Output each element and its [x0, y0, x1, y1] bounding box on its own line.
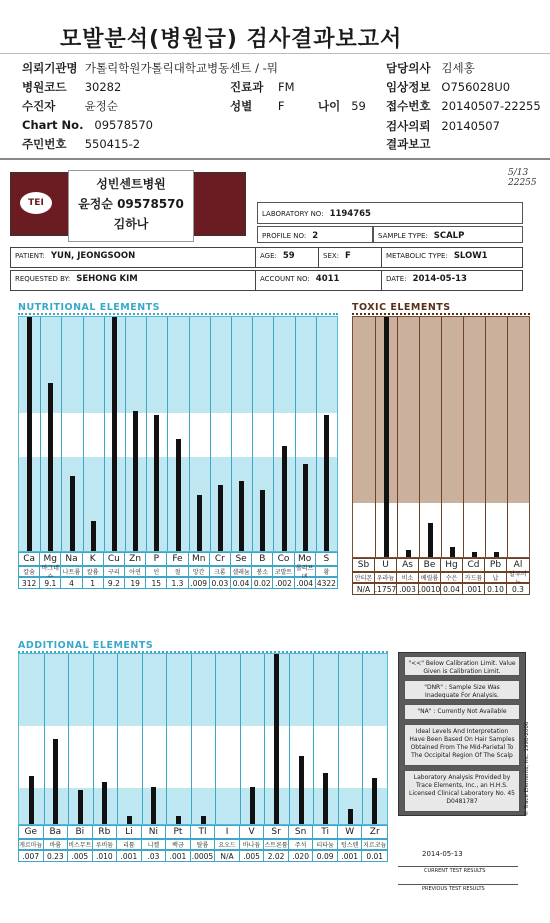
korean-label-mn: 망간: [189, 567, 210, 576]
korean-label-as: 비소: [397, 573, 419, 582]
column-divider: [40, 317, 41, 551]
value-k: 1: [83, 578, 104, 588]
korean-label-be: 베릴륨: [419, 573, 441, 582]
footer-date: 2014-05-13: [422, 850, 463, 858]
value-sb: N/A: [353, 584, 375, 594]
value-pt: .001: [166, 851, 191, 861]
symbol-se: Se: [231, 553, 252, 565]
column-divider: [93, 654, 94, 824]
field-label: 주민번호: [22, 137, 67, 151]
column-divider: [313, 654, 314, 824]
metabolic-cell: [382, 248, 524, 267]
symbol-mg: Mg: [40, 553, 61, 565]
korean-label-k: 칼륨: [83, 567, 104, 576]
bar-hg: [450, 547, 455, 557]
value-na: 4: [61, 578, 82, 588]
korean-label-zn: 아연: [125, 567, 146, 576]
sticker-patient: 윤정순 09578570: [78, 197, 184, 211]
korean-label-se: 셀레늄: [231, 567, 252, 576]
sex-value: F: [345, 251, 351, 261]
bar-se: [239, 481, 244, 551]
field-receipt-no: [386, 98, 541, 114]
bar-cu: [112, 317, 117, 551]
nutritional-chart: [18, 316, 338, 552]
bar-k: [91, 521, 96, 551]
toxic-values: [352, 583, 530, 595]
note-na: "NA" : Currently Not Available: [404, 704, 520, 720]
korean-label-tl: 탈륨: [191, 840, 216, 849]
patient-value: YUN, JEONGSOON: [50, 251, 136, 261]
field-value: 59: [351, 99, 366, 113]
bar-co: [282, 446, 287, 551]
column-divider: [338, 654, 339, 824]
divider: [398, 866, 518, 867]
sticker-hospital: 성빈센트병원: [96, 177, 166, 191]
date-label: DATE:: [386, 275, 407, 283]
field-label: 병원코드: [22, 80, 67, 94]
age-value: 59: [282, 251, 295, 261]
value-u: .1757: [374, 584, 397, 594]
field-hospital-code: [22, 79, 121, 95]
value-sn: .020: [289, 851, 314, 861]
field-label: 담당의사: [386, 61, 431, 75]
korean-label-mg: 마그네: [40, 567, 61, 576]
nutritional-symbols: [18, 552, 338, 566]
symbol-pb: Pb: [485, 559, 507, 571]
handwritten-note: 5/13 22255: [508, 168, 537, 188]
column-divider: [316, 317, 317, 551]
korean-label-p: 인: [146, 567, 167, 576]
bar-sr: [274, 654, 279, 824]
value-p: 15: [146, 578, 167, 588]
bar-ge: [29, 776, 34, 824]
column-divider: [419, 317, 420, 557]
symbol-cr: Cr: [210, 553, 231, 565]
divider: [0, 53, 550, 54]
korean-label-cr: 크롬: [210, 567, 231, 576]
korean-label-rb: 루비듐: [93, 840, 118, 849]
reference-range-band: [19, 726, 387, 788]
column-divider: [441, 317, 442, 557]
symbol-w: W: [338, 826, 363, 838]
toxic-heading: TOXIC ELEMENTS: [352, 302, 530, 315]
bar-cr: [218, 485, 223, 551]
field-label: 수진자: [22, 99, 56, 113]
current-results-label: CURRENT TEST RESULTS: [424, 868, 486, 874]
korean-label-i: 요오드: [215, 840, 240, 849]
symbol-sb: Sb: [353, 559, 375, 571]
field-label: 결과보고: [386, 137, 431, 151]
korean-label-ba: 바륨: [44, 840, 69, 849]
value-tl: .0005: [191, 851, 216, 861]
profile-label: PROFILE NO:: [262, 232, 307, 240]
korean-label-ti: 티타늄: [313, 840, 338, 849]
value-pb: 0.10: [485, 584, 507, 594]
symbol-k: K: [83, 553, 104, 565]
patient-sticker: [68, 170, 194, 242]
lab-no-label: LABORATORY NO:: [262, 210, 324, 218]
column-divider: [125, 317, 126, 551]
note-laboratory: Laboratory Analysis Provided by Trace Elements, Inc., an H.H.S. Licensed Clinical Laboratory No. 45 D0481787: [404, 770, 520, 812]
field-value: 김세홍: [441, 61, 475, 75]
age-label: AGE:: [260, 252, 277, 260]
korean-label-s: 황: [323, 569, 330, 576]
korean-label-v: 바나듐: [240, 840, 265, 849]
column-divider: [231, 317, 232, 551]
symbol-tl: Tl: [191, 826, 216, 838]
bar-zn: [133, 411, 138, 551]
korean-label-sr: 스트론튬: [264, 842, 288, 849]
value-ti: 0.09: [313, 851, 338, 861]
account-value: 4011: [315, 274, 340, 284]
symbol-b: B: [252, 553, 273, 565]
korean-label-cu: 구리: [104, 567, 125, 576]
field-label: 의뢰기관명: [22, 61, 78, 75]
symbol-mo: Mo: [295, 553, 316, 565]
korean-label-ni: 니켈: [142, 840, 167, 849]
bar-mn: [197, 495, 202, 551]
previous-results-label: PREVIOUS TEST RESULTS: [422, 886, 485, 892]
field-label: 성별: [230, 99, 253, 113]
value-sr: 2.02: [264, 851, 289, 861]
column-divider: [507, 317, 508, 557]
divider: [398, 884, 518, 885]
symbol-rb: Rb: [93, 826, 118, 838]
additional-chart: [18, 653, 388, 825]
patient-label: PATIENT:: [15, 252, 45, 260]
requested-cell: [11, 271, 256, 290]
symbol-zn: Zn: [125, 553, 146, 565]
field-sex: [230, 98, 284, 114]
bar-pt: [176, 816, 181, 825]
patient-row: [10, 247, 523, 268]
column-divider: [295, 317, 296, 551]
bar-mo: [303, 464, 308, 551]
column-divider: [44, 654, 45, 824]
bar-pb: [494, 552, 499, 557]
korean-label-u: 우라늄: [375, 573, 397, 582]
field-value: 09578570: [94, 118, 153, 132]
column-divider: [210, 317, 211, 551]
column-divider: [375, 317, 376, 557]
value-bi: .005: [68, 851, 93, 861]
column-divider: [142, 654, 143, 824]
account-label: ACCOUNT NO:: [260, 275, 310, 283]
lab-no-value: 1194765: [329, 209, 371, 219]
korean-label-li: 리튬: [117, 840, 142, 849]
toxic-korean: [352, 572, 530, 583]
field-resident-no: [22, 136, 140, 152]
nutritional-heading: NUTRITIONAL ELEMENTS: [18, 302, 338, 315]
field-value: 30282: [84, 80, 122, 94]
korean-label-w: 텅스텐: [338, 840, 363, 849]
value-i: N/A: [215, 851, 240, 861]
symbol-ca: Ca: [19, 553, 40, 565]
column-divider: [166, 654, 167, 824]
column-divider: [463, 317, 464, 557]
field-value: FM: [277, 80, 295, 94]
field-label: 나이: [318, 99, 341, 113]
symbol-cu: Cu: [104, 553, 125, 565]
symbol-fe: Fe: [167, 553, 188, 565]
bar-ni: [151, 787, 156, 824]
sex-cell: [319, 248, 382, 267]
field-value: 20140507-22255: [441, 99, 541, 113]
value-s: 4322: [316, 578, 336, 588]
field-age: [318, 98, 366, 114]
value-w: .001: [338, 851, 363, 861]
field-value: 윤정순: [84, 99, 118, 113]
symbol-s: S: [323, 554, 330, 564]
field-value: 가톨릭학원가톨릭대학교병동센트 / -뭐: [84, 61, 278, 75]
sticker-name: 김하나: [113, 217, 149, 231]
bar-sn: [299, 756, 304, 824]
symbol-as: As: [397, 559, 419, 571]
field-label: 진료과: [230, 80, 264, 94]
symbol-p: P: [146, 553, 167, 565]
column-divider: [167, 317, 168, 551]
korean-label-sn: 주석: [289, 840, 314, 849]
profile-value: 2: [312, 231, 319, 241]
nutritional-korean: [18, 566, 338, 577]
value-zr: 0.01: [366, 851, 384, 861]
bar-p: [154, 415, 159, 551]
column-divider: [61, 317, 62, 551]
patient-cell: [11, 248, 256, 267]
copyright: © Trace Elements, Inc. 1998-2006: [524, 721, 530, 816]
bar-ba: [53, 739, 58, 824]
metabolic-label: METABOLIC TYPE:: [386, 252, 448, 260]
sample-value: SCALP: [433, 231, 465, 241]
metabolic-value: SLOW1: [453, 251, 488, 261]
value-rb: .010: [93, 851, 118, 861]
requested-label: REQUESTED BY:: [15, 275, 71, 283]
field-clinical-info: [386, 79, 510, 95]
field-result-report: [386, 136, 430, 152]
date-cell: [382, 271, 524, 290]
symbol-i: I: [215, 826, 240, 838]
bar-bi: [78, 790, 83, 824]
bar-s: [324, 415, 329, 551]
symbol-zr: Zr: [369, 827, 380, 837]
field-value: 550415-2: [84, 137, 141, 151]
symbol-mn: Mn: [189, 553, 210, 565]
date-value: 2014-05-13: [412, 274, 467, 284]
bar-na: [70, 476, 75, 551]
nutritional-values: [18, 577, 338, 589]
field-label: 임상정보: [386, 80, 431, 94]
value-cu: 9.2: [104, 578, 125, 588]
symbol-ge: Ge: [19, 826, 44, 838]
bar-cd: [472, 552, 477, 557]
note-ideal-levels: Ideal Levels And Interpretation Have Been Based On Hair Samples Obtained From The Mid-Parietal To The Occipital Region Of The Scalp: [404, 724, 520, 766]
value-hg: 0.04: [441, 584, 463, 594]
symbol-ni: Ni: [142, 826, 167, 838]
field-patient: [22, 98, 118, 114]
toxic-symbols: [352, 558, 530, 572]
bar-li: [127, 816, 132, 825]
symbol-ba: Ba: [44, 826, 69, 838]
korean-label-bi: 비스무트: [68, 842, 92, 849]
bar-w: [348, 809, 353, 824]
field-request-date: [386, 118, 500, 134]
column-divider: [273, 317, 274, 551]
column-divider: [289, 654, 290, 824]
bar-v: [250, 787, 255, 824]
bar-zr: [372, 778, 377, 824]
symbol-pt: Pt: [166, 826, 191, 838]
value-co: .002: [273, 578, 294, 588]
field-value: 20140507: [441, 119, 500, 133]
symbol-sr: Sr: [264, 826, 289, 838]
field-chart-no: [22, 118, 153, 132]
value-se: 0.04: [231, 578, 252, 588]
korean-label-fe: 철: [167, 567, 188, 576]
field-label: 접수번호: [386, 99, 431, 113]
value-zn: 19: [125, 578, 146, 588]
column-divider: [264, 654, 265, 824]
value-b: 0.02: [252, 578, 273, 588]
field-value: F: [277, 99, 285, 113]
bar-as: [406, 550, 411, 557]
symbol-co: Co: [273, 553, 294, 565]
column-divider: [362, 654, 363, 824]
symbol-sn: Sn: [289, 826, 314, 838]
value-cr: 0.03: [210, 578, 231, 588]
value-mn: .009: [189, 578, 210, 588]
korean-label-b: 붕소: [252, 567, 273, 576]
bar-tl: [201, 816, 206, 825]
field-value: O756028U0: [441, 80, 511, 94]
bar-mg: [48, 383, 53, 551]
bar-ca: [27, 317, 32, 551]
value-mg: 9.1: [40, 578, 61, 588]
request-row: [10, 270, 523, 291]
korean-label-mo: 몰리브: [295, 567, 316, 576]
symbol-v: V: [240, 826, 265, 838]
field-doctor: [386, 60, 475, 76]
value-be: .0010: [418, 584, 441, 594]
korean-label-cd: 카드뮴: [463, 573, 485, 582]
bar-rb: [102, 782, 107, 825]
value-ba: 0.23: [44, 851, 69, 861]
symbol-na: Na: [61, 553, 82, 565]
column-divider: [117, 654, 118, 824]
bar-b: [260, 490, 265, 551]
bar-ti: [323, 773, 328, 824]
symbol-bi: Bi: [68, 826, 93, 838]
korean-label-ge: 게르마늄: [19, 842, 43, 849]
age-cell: [256, 248, 319, 267]
requested-value: SEHONG KIM: [76, 274, 138, 284]
column-divider: [146, 317, 147, 551]
symbol-cd: Cd: [463, 559, 485, 571]
value-cd: .001: [463, 584, 485, 594]
bar-u: [384, 317, 389, 557]
korean-label-pt: 백금: [166, 840, 191, 849]
column-divider: [68, 654, 69, 824]
korean-label-na: 나트륨: [61, 567, 82, 576]
symbol-ti: Ti: [313, 826, 338, 838]
korean-label-ca: 칼슘: [19, 567, 40, 576]
symbol-hg: Hg: [441, 559, 463, 571]
value-ca: 312: [19, 578, 40, 588]
column-divider: [240, 654, 241, 824]
additional-korean: [18, 839, 388, 850]
lab-number: [257, 202, 523, 224]
column-divider: [252, 317, 253, 551]
korean-label-al: 알루미: [509, 570, 527, 578]
field-department: [230, 79, 295, 95]
value-ge: .007: [19, 851, 44, 861]
korean-label-co: 코발트: [273, 567, 294, 576]
field-label: Chart No.: [22, 118, 84, 132]
additional-heading: ADDITIONAL ELEMENTS: [18, 640, 388, 653]
korean-label-hg: 수은: [441, 573, 463, 582]
value-ni: .03: [142, 851, 167, 861]
note-dnr: "DNR" : Sample Size Was Inadequate For Analysis.: [404, 680, 520, 700]
page-title: 모발분석(병원급) 검사결과보고서: [60, 27, 403, 52]
divider: [0, 158, 550, 160]
symbol-u: U: [375, 559, 397, 571]
column-divider: [104, 317, 105, 551]
korean-label-zr: 지르코늄: [363, 842, 387, 849]
symbol-al: Al: [513, 560, 523, 570]
bar-be: [428, 523, 433, 557]
additional-values: [18, 850, 388, 862]
account-cell: [256, 271, 382, 290]
note-calibration: "<<" Below Calibration Limit. Value Given is Calibration Limit.: [404, 656, 520, 676]
sex-label: SEX:: [323, 252, 340, 260]
bar-fe: [176, 439, 181, 551]
symbol-li: Li: [117, 826, 142, 838]
korean-label-sb: 안티몬: [353, 573, 375, 582]
column-divider: [215, 654, 216, 824]
column-divider: [397, 317, 398, 557]
field-institution: [22, 60, 278, 76]
profile-number: [257, 226, 373, 243]
korean-label-pb: 납: [485, 573, 507, 582]
symbol-be: Be: [419, 559, 441, 571]
value-v: .005: [240, 851, 265, 861]
column-divider: [189, 317, 190, 551]
column-divider: [485, 317, 486, 557]
column-divider: [191, 654, 192, 824]
sample-type: [373, 226, 523, 243]
value-al: 0.3: [512, 584, 524, 594]
sample-label: SAMPLE TYPE:: [378, 232, 428, 240]
additional-symbols: [18, 825, 388, 839]
value-li: .001: [117, 851, 142, 861]
field-label: 검사의뢰: [386, 119, 431, 133]
toxic-chart: [352, 316, 530, 558]
column-divider: [83, 317, 84, 551]
value-mo: .004: [295, 578, 316, 588]
value-as: .003: [397, 584, 419, 594]
tei-logo: TEI: [18, 190, 54, 216]
value-fe: 1.3: [167, 578, 188, 588]
